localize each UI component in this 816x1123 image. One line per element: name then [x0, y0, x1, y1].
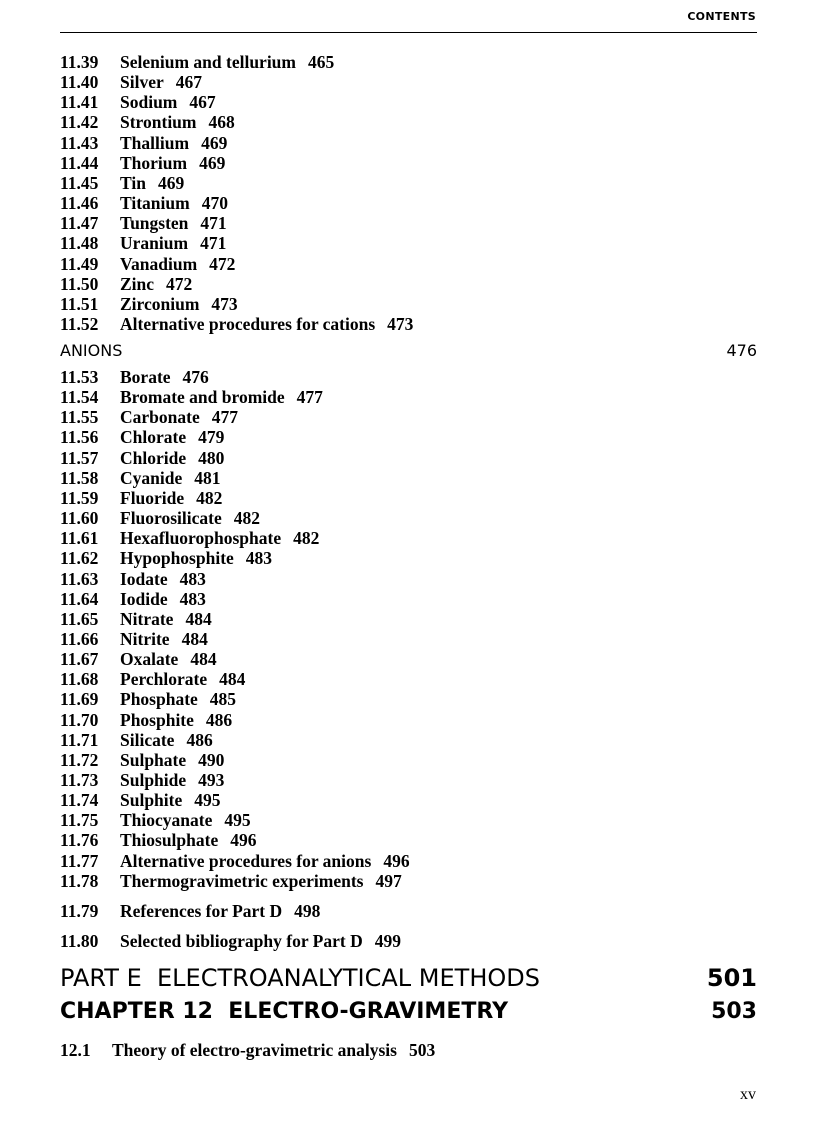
entry-page: 484: [185, 608, 212, 629]
entry-title: Fluorosilicate: [120, 508, 222, 529]
toc-entry: [60, 629, 208, 649]
toc-entry: [60, 427, 224, 447]
entry-page: 486: [186, 729, 213, 750]
toc-entry: [60, 548, 272, 568]
entry-number: 11.62: [60, 548, 99, 569]
entry-number: 11.40: [60, 72, 99, 93]
entry-number: 11.64: [60, 588, 99, 609]
toc-entry: [60, 810, 251, 830]
toc-entry: [60, 193, 228, 213]
running-head: CONTENTS: [687, 10, 756, 23]
toc-entry: [60, 488, 222, 508]
entry-page: 483: [245, 548, 273, 569]
chapter-page: 503: [711, 999, 757, 1024]
entry-number: 11.48: [60, 233, 99, 254]
toc-entry: [60, 233, 226, 253]
entry-page: 483: [179, 588, 206, 609]
entry-number: 11.69: [60, 689, 99, 710]
entry-title: Tin: [120, 172, 146, 193]
toc-entry: [60, 294, 238, 314]
entry-number: 11.80: [60, 931, 99, 951]
entry-page: 470: [201, 193, 228, 214]
entry-title: Fluoride: [120, 487, 185, 508]
entry-title: Thiocyanate: [120, 810, 213, 831]
entry-title: Alternative procedures for cations: [120, 313, 376, 334]
entry-page: 486: [205, 709, 233, 730]
entry-page: 467: [175, 72, 202, 93]
entry-page: 496: [230, 830, 257, 851]
entry-number: 11.57: [60, 447, 99, 468]
entry-page: 465: [308, 52, 335, 72]
entry-page: 480: [198, 447, 225, 468]
entry-page: 469: [201, 132, 228, 153]
entry-page: 484: [190, 649, 217, 670]
chapter-heading-row: [60, 998, 757, 1026]
entry-number: 11.53: [60, 367, 99, 387]
toc-entry-final: [60, 1040, 435, 1060]
entry-number: 11.72: [60, 749, 99, 770]
entry-title: Nitrate: [120, 608, 174, 629]
entry-page: 473: [387, 313, 414, 334]
entry-page: 503: [408, 1040, 436, 1060]
toc-entry: [60, 770, 224, 790]
entry-title: Chloride: [120, 447, 187, 468]
entry-number: 12.1: [60, 1040, 91, 1060]
entry-title: Selected bibliography for Part D: [120, 931, 363, 951]
entry-number: 11.42: [60, 112, 99, 133]
entry-page: 495: [194, 790, 221, 811]
entry-number: 11.56: [60, 427, 99, 448]
toc-entry: [60, 750, 224, 770]
toc-entry: [60, 528, 319, 548]
entry-page: 481: [194, 467, 221, 488]
toc-entry: [60, 92, 216, 112]
entry-page: 468: [208, 112, 235, 133]
part-heading: PART E ELECTROANALYTICAL METHODS: [60, 964, 540, 992]
toc-entry: [60, 112, 235, 132]
entry-page: 490: [198, 749, 225, 770]
entry-page: 477: [211, 407, 238, 428]
entry-number: 11.44: [60, 152, 99, 173]
entry-page: 469: [157, 172, 185, 193]
entry-title: Sulphate: [120, 749, 187, 770]
entry-page: 472: [209, 253, 236, 274]
entry-title: Phosphate: [120, 689, 198, 710]
entry-title: Alternative procedures for anions: [120, 850, 372, 871]
part-page: 501: [706, 964, 757, 992]
entry-page: 484: [181, 628, 208, 649]
entry-title: Sulphide: [120, 770, 187, 790]
entry-title: Cyanide: [120, 467, 183, 488]
toc-entry: [60, 448, 224, 468]
entry-number: 11.61: [60, 528, 99, 549]
entry-page: 497: [375, 870, 402, 891]
entry-number: 11.66: [60, 628, 99, 649]
toc-entry: [60, 669, 245, 689]
entry-title: Chlorate: [120, 427, 187, 448]
entry-page: 482: [196, 487, 223, 508]
entry-page: 493: [198, 770, 225, 790]
entry-page: 471: [200, 213, 227, 234]
entry-number: 11.76: [60, 830, 99, 851]
entry-page: 482: [233, 508, 260, 529]
entry-page: 484: [219, 669, 246, 690]
entry-title: Thermogravimetric experiments: [120, 870, 364, 891]
toc-entry: [60, 689, 236, 709]
entry-page: 483: [179, 568, 206, 589]
entry-title: Theory of electro-gravimetric analysis: [112, 1040, 397, 1060]
toc-entry: [60, 931, 401, 951]
entry-number: 11.78: [60, 870, 99, 891]
toc-entry: [60, 508, 260, 528]
entry-number: 11.79: [60, 901, 99, 921]
toc-entry: [60, 649, 217, 669]
entry-title: Thorium: [120, 152, 188, 173]
toc-entry: [60, 254, 235, 274]
entry-title: Zirconium: [120, 293, 200, 314]
toc-entry: [60, 387, 323, 407]
entry-title: Hexafluorophosphate: [120, 528, 282, 549]
entry-title: Iodide: [120, 588, 168, 609]
entry-number: 11.68: [60, 669, 99, 690]
entry-number: 11.59: [60, 487, 99, 508]
entry-page: 496: [383, 850, 410, 871]
entry-number: 11.39: [60, 52, 99, 72]
entry-number: 11.73: [60, 770, 99, 790]
toc-entry: [60, 730, 213, 750]
entry-title: Oxalate: [120, 649, 179, 670]
entry-number: 11.60: [60, 508, 99, 529]
toc-entry: [60, 569, 206, 589]
toc-entry: [60, 710, 232, 730]
entry-number: 11.54: [60, 387, 99, 408]
entry-number: 11.52: [60, 313, 99, 334]
entry-number: 11.71: [60, 729, 99, 750]
entry-title: Sodium: [120, 92, 178, 113]
entry-title: Strontium: [120, 112, 197, 133]
toc-entry: [60, 274, 192, 294]
toc-entry: [60, 468, 220, 488]
entry-title: References for Part D: [120, 901, 283, 921]
toc-entry: [60, 609, 212, 629]
entry-page: 482: [293, 528, 320, 549]
toc-entry: [60, 72, 202, 92]
entry-page: 469: [199, 152, 226, 173]
entry-number: 11.77: [60, 850, 99, 871]
anions-heading-row: [60, 341, 757, 361]
entry-number: 11.49: [60, 253, 99, 274]
toc-entry: [60, 830, 256, 850]
entry-page: 477: [296, 387, 323, 408]
entry-page: 473: [211, 293, 238, 314]
entry-number: 11.41: [60, 92, 99, 113]
entry-title: Silicate: [120, 729, 175, 750]
chapter-heading: CHAPTER 12 ELECTRO-GRAVIMETRY: [60, 999, 509, 1024]
anions-heading: ANIONS: [60, 341, 123, 360]
entry-title: Uranium: [120, 233, 189, 254]
toc-entry: [60, 790, 221, 810]
entry-title: Carbonate: [120, 407, 200, 428]
entry-page: 467: [189, 92, 216, 113]
entry-page: 485: [209, 689, 237, 710]
toc-entry: [60, 314, 413, 334]
toc-entry: [60, 407, 238, 427]
toc-entry: [60, 173, 184, 193]
entry-title: Thiosulphate: [120, 830, 219, 851]
entry-title: Thallium: [120, 132, 190, 153]
entry-page: 472: [166, 273, 193, 294]
entry-number: 11.47: [60, 213, 99, 234]
part-heading-row: [60, 964, 757, 992]
entry-title: Titanium: [120, 193, 190, 214]
entry-number: 11.50: [60, 273, 99, 294]
entry-page: 495: [224, 810, 251, 831]
entry-title: Borate: [120, 367, 171, 387]
entry-number: 11.55: [60, 407, 99, 428]
anions-page: 476: [726, 341, 757, 360]
entry-page: 471: [200, 233, 227, 254]
entry-title: Selenium and tellurium: [120, 52, 296, 72]
page-folio: xv: [740, 1086, 756, 1103]
entry-title: Bromate and bromide: [120, 387, 285, 408]
toc-entry: [60, 52, 334, 72]
entry-title: Phosphite: [120, 709, 194, 730]
toc-entry: [60, 213, 227, 233]
entry-title: Vanadium: [120, 253, 198, 274]
toc-entry: [60, 589, 206, 609]
entry-title: Tungsten: [120, 213, 189, 234]
entry-page: 498: [294, 901, 321, 921]
entry-title: Perchlorate: [120, 669, 208, 690]
entry-page: 499: [374, 931, 401, 951]
entry-title: Sulphite: [120, 790, 183, 811]
toc-entry: [60, 851, 410, 871]
toc-entry: [60, 901, 320, 921]
toc-entry: [60, 153, 225, 173]
entry-number: 11.51: [60, 293, 99, 314]
entry-title: Zinc: [120, 273, 155, 294]
entry-page: 479: [198, 427, 225, 448]
header-rule: [60, 32, 757, 33]
entry-number: 11.45: [60, 172, 99, 193]
entry-number: 11.46: [60, 193, 99, 214]
entry-number: 11.67: [60, 649, 99, 670]
entry-title: Hypophosphite: [120, 548, 234, 569]
entry-number: 11.70: [60, 709, 99, 730]
entry-number: 11.75: [60, 810, 99, 831]
entry-title: Nitrite: [120, 628, 170, 649]
entry-number: 11.65: [60, 608, 99, 629]
toc-entry: [60, 871, 402, 891]
entry-number: 11.58: [60, 467, 99, 488]
toc-entry: [60, 133, 227, 153]
entry-number: 11.74: [60, 790, 99, 811]
entry-number: 11.43: [60, 132, 99, 153]
toc-entry: [60, 367, 209, 387]
entry-number: 11.63: [60, 568, 99, 589]
entry-title: Iodate: [120, 568, 168, 589]
entry-page: 476: [182, 367, 209, 387]
entry-title: Silver: [120, 72, 164, 93]
